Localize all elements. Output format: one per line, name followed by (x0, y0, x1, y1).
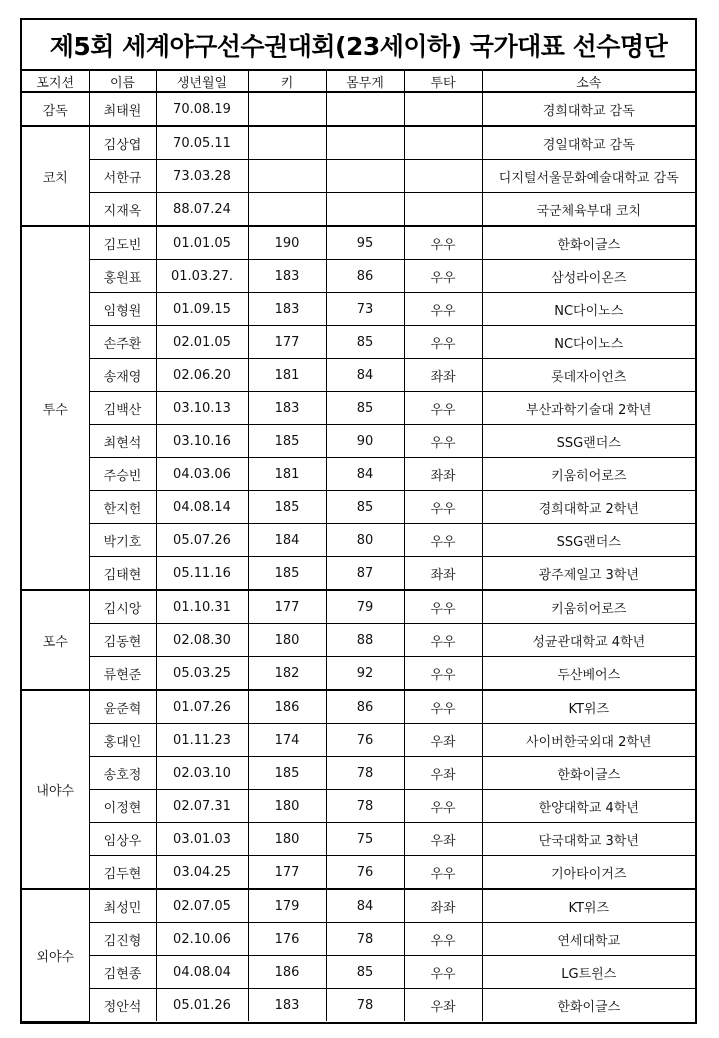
table-row (22, 790, 695, 823)
team-cell: SSG랜더스 (482, 524, 695, 557)
birthdate-cell: 01.11.23 (156, 724, 248, 757)
bat-throw-cell: 우우 (404, 392, 482, 425)
birthdate-cell: 05.11.16 (156, 557, 248, 591)
birthdate-cell: 05.07.26 (156, 524, 248, 557)
height-cell: 177 (248, 856, 326, 890)
player-name-cell: 임상우 (89, 823, 156, 856)
table-row (22, 491, 695, 524)
team-cell: 디지털서울문화예술대학교 감독 (482, 160, 695, 193)
player-name-cell: 김도빈 (89, 226, 156, 260)
weight-cell: 85 (326, 326, 404, 359)
player-name-cell: 최성민 (89, 889, 156, 923)
table-row (22, 126, 695, 160)
table-row (22, 823, 695, 856)
weight-cell: 85 (326, 392, 404, 425)
player-name-cell: 김태현 (89, 557, 156, 591)
height-cell: 181 (248, 458, 326, 491)
height-cell: 183 (248, 392, 326, 425)
height-cell (248, 160, 326, 193)
weight-cell: 85 (326, 956, 404, 989)
height-cell: 180 (248, 624, 326, 657)
player-name-cell: 류현준 (89, 657, 156, 691)
player-name-cell: 지재옥 (89, 193, 156, 227)
bat-throw-cell (404, 126, 482, 160)
height-cell: 186 (248, 690, 326, 724)
birthdate-cell: 01.01.05 (156, 226, 248, 260)
weight-cell: 78 (326, 757, 404, 790)
bat-throw-cell: 우우 (404, 260, 482, 293)
weight-cell: 85 (326, 491, 404, 524)
column-header-weight: 몸무게 (326, 71, 404, 92)
weight-cell: 75 (326, 823, 404, 856)
weight-cell: 90 (326, 425, 404, 458)
player-name-cell: 김백산 (89, 392, 156, 425)
table-row (22, 160, 695, 193)
weight-cell: 84 (326, 458, 404, 491)
table-row (22, 690, 695, 724)
height-cell: 186 (248, 956, 326, 989)
team-cell: 경희대학교 2학년 (482, 491, 695, 524)
birthdate-cell: 03.10.13 (156, 392, 248, 425)
team-cell: NC다이노스 (482, 293, 695, 326)
bat-throw-cell (404, 92, 482, 126)
table-row (22, 856, 695, 890)
bat-throw-cell: 우우 (404, 624, 482, 657)
bat-throw-cell: 좌좌 (404, 458, 482, 491)
player-name-cell: 김상엽 (89, 126, 156, 160)
bat-throw-cell: 우우 (404, 326, 482, 359)
birthdate-cell: 01.03.27. (156, 260, 248, 293)
bat-throw-cell: 좌좌 (404, 889, 482, 923)
team-cell: 키움히어로즈 (482, 590, 695, 624)
team-cell: 두산베어스 (482, 657, 695, 691)
team-cell: 사이버한국외대 2학년 (482, 724, 695, 757)
player-name-cell: 최태원 (89, 92, 156, 126)
weight-cell (326, 160, 404, 193)
weight-cell: 78 (326, 923, 404, 956)
bat-throw-cell: 우좌 (404, 823, 482, 856)
height-cell: 180 (248, 790, 326, 823)
team-cell: 국군체육부대 코치 (482, 193, 695, 227)
roster-body (22, 92, 695, 1021)
team-cell: 경일대학교 감독 (482, 126, 695, 160)
player-name-cell: 임형원 (89, 293, 156, 326)
table-row (22, 458, 695, 491)
bat-throw-cell (404, 160, 482, 193)
weight-cell: 86 (326, 260, 404, 293)
player-name-cell: 정안석 (89, 989, 156, 1022)
column-header-height: 키 (248, 71, 326, 92)
team-cell: KT위즈 (482, 889, 695, 923)
team-cell: 키움히어로즈 (482, 458, 695, 491)
table-row (22, 524, 695, 557)
player-name-cell: 손주환 (89, 326, 156, 359)
player-name-cell: 윤준혁 (89, 690, 156, 724)
birthdate-cell: 03.10.16 (156, 425, 248, 458)
birthdate-cell: 70.08.19 (156, 92, 248, 126)
weight-cell (326, 193, 404, 227)
bat-throw-cell: 좌좌 (404, 359, 482, 392)
column-header-position: 포지션 (22, 71, 89, 92)
player-name-cell: 홍대인 (89, 724, 156, 757)
height-cell: 181 (248, 359, 326, 392)
table-row (22, 359, 695, 392)
player-name-cell: 서한규 (89, 160, 156, 193)
birthdate-cell: 05.01.26 (156, 989, 248, 1022)
birthdate-cell: 02.07.31 (156, 790, 248, 823)
table-row (22, 923, 695, 956)
weight-cell: 76 (326, 724, 404, 757)
team-cell: SSG랜더스 (482, 425, 695, 458)
table-header-row (22, 71, 695, 92)
table-row (22, 590, 695, 624)
height-cell: 184 (248, 524, 326, 557)
weight-cell: 84 (326, 359, 404, 392)
bat-throw-cell: 우우 (404, 790, 482, 823)
height-cell (248, 126, 326, 160)
bat-throw-cell: 우우 (404, 293, 482, 326)
bat-throw-cell: 우좌 (404, 989, 482, 1022)
column-header-birthdate: 생년월일 (156, 71, 248, 92)
team-cell: LG트윈스 (482, 956, 695, 989)
team-cell: 롯데자이언츠 (482, 359, 695, 392)
birthdate-cell: 73.03.28 (156, 160, 248, 193)
table-row (22, 92, 695, 126)
bat-throw-cell: 우우 (404, 425, 482, 458)
roster-sheet (20, 18, 697, 1024)
player-name-cell: 김동현 (89, 624, 156, 657)
height-cell: 183 (248, 260, 326, 293)
birthdate-cell: 02.08.30 (156, 624, 248, 657)
bat-throw-cell: 우우 (404, 590, 482, 624)
birthdate-cell: 03.04.25 (156, 856, 248, 890)
column-header-team: 소속 (482, 71, 695, 92)
position-group-cell: 내야수 (22, 690, 89, 889)
team-cell: 경희대학교 감독 (482, 92, 695, 126)
player-name-cell: 김시앙 (89, 590, 156, 624)
height-cell (248, 92, 326, 126)
team-cell: 부산과학기술대 2학년 (482, 392, 695, 425)
height-cell: 180 (248, 823, 326, 856)
height-cell: 185 (248, 557, 326, 591)
bat-throw-cell: 우우 (404, 657, 482, 691)
bat-throw-cell: 좌좌 (404, 557, 482, 591)
weight-cell: 84 (326, 889, 404, 923)
roster-title: 제5회 세계야구선수권대회(23세이하) 국가대표 선수명단 (22, 20, 695, 71)
table-row (22, 757, 695, 790)
player-name-cell: 김진형 (89, 923, 156, 956)
birthdate-cell: 05.03.25 (156, 657, 248, 691)
birthdate-cell: 02.01.05 (156, 326, 248, 359)
table-row (22, 193, 695, 227)
birthdate-cell: 88.07.24 (156, 193, 248, 227)
table-row (22, 956, 695, 989)
player-name-cell: 송재영 (89, 359, 156, 392)
height-cell: 174 (248, 724, 326, 757)
player-name-cell: 홍원표 (89, 260, 156, 293)
birthdate-cell: 03.01.03 (156, 823, 248, 856)
team-cell: 한화이글스 (482, 226, 695, 260)
height-cell: 185 (248, 757, 326, 790)
birthdate-cell: 04.03.06 (156, 458, 248, 491)
weight-cell: 92 (326, 657, 404, 691)
player-name-cell: 주승빈 (89, 458, 156, 491)
column-header-name: 이름 (89, 71, 156, 92)
birthdate-cell: 02.06.20 (156, 359, 248, 392)
table-row (22, 989, 695, 1022)
table-row (22, 889, 695, 923)
height-cell: 183 (248, 989, 326, 1022)
bat-throw-cell: 우우 (404, 856, 482, 890)
height-cell (248, 193, 326, 227)
player-name-cell: 이정현 (89, 790, 156, 823)
weight-cell: 76 (326, 856, 404, 890)
birthdate-cell: 01.07.26 (156, 690, 248, 724)
birthdate-cell: 01.09.15 (156, 293, 248, 326)
table-row (22, 557, 695, 591)
weight-cell: 95 (326, 226, 404, 260)
bat-throw-cell (404, 193, 482, 227)
team-cell: KT위즈 (482, 690, 695, 724)
table-row (22, 392, 695, 425)
table-row (22, 226, 695, 260)
table-row (22, 293, 695, 326)
bat-throw-cell: 우우 (404, 923, 482, 956)
team-cell: 기아타이거즈 (482, 856, 695, 890)
team-cell: 단국대학교 3학년 (482, 823, 695, 856)
position-group-cell: 외야수 (22, 889, 89, 1021)
table-row (22, 657, 695, 691)
table-row (22, 326, 695, 359)
height-cell: 182 (248, 657, 326, 691)
team-cell: 한화이글스 (482, 757, 695, 790)
team-cell: 한화이글스 (482, 989, 695, 1022)
height-cell: 179 (248, 889, 326, 923)
player-name-cell: 한지헌 (89, 491, 156, 524)
bat-throw-cell: 우좌 (404, 757, 482, 790)
position-group-cell: 감독 (22, 92, 89, 126)
weight-cell: 79 (326, 590, 404, 624)
weight-cell (326, 92, 404, 126)
birthdate-cell: 02.07.05 (156, 889, 248, 923)
bat-throw-cell: 우우 (404, 226, 482, 260)
table-row (22, 425, 695, 458)
bat-throw-cell: 우우 (404, 956, 482, 989)
height-cell: 177 (248, 326, 326, 359)
bat-throw-cell: 우좌 (404, 724, 482, 757)
birthdate-cell: 70.05.11 (156, 126, 248, 160)
bat-throw-cell: 우우 (404, 524, 482, 557)
player-name-cell: 송호정 (89, 757, 156, 790)
team-cell: 광주제일고 3학년 (482, 557, 695, 591)
height-cell: 190 (248, 226, 326, 260)
column-header-bat-throw: 투타 (404, 71, 482, 92)
height-cell: 185 (248, 425, 326, 458)
height-cell: 185 (248, 491, 326, 524)
weight-cell: 86 (326, 690, 404, 724)
player-name-cell: 김현종 (89, 956, 156, 989)
table-row (22, 624, 695, 657)
birthdate-cell: 04.08.14 (156, 491, 248, 524)
player-name-cell: 김두현 (89, 856, 156, 890)
weight-cell: 80 (326, 524, 404, 557)
table-row (22, 260, 695, 293)
position-group-cell: 투수 (22, 226, 89, 590)
birthdate-cell: 01.10.31 (156, 590, 248, 624)
position-group-cell: 코치 (22, 126, 89, 226)
height-cell: 177 (248, 590, 326, 624)
weight-cell (326, 126, 404, 160)
player-name-cell: 박기호 (89, 524, 156, 557)
roster-table (22, 71, 695, 1022)
weight-cell: 88 (326, 624, 404, 657)
table-row (22, 724, 695, 757)
weight-cell: 78 (326, 790, 404, 823)
team-cell: 한양대학교 4학년 (482, 790, 695, 823)
height-cell: 176 (248, 923, 326, 956)
birthdate-cell: 02.10.06 (156, 923, 248, 956)
weight-cell: 78 (326, 989, 404, 1022)
birthdate-cell: 02.03.10 (156, 757, 248, 790)
weight-cell: 73 (326, 293, 404, 326)
weight-cell: 87 (326, 557, 404, 591)
player-name-cell: 최현석 (89, 425, 156, 458)
team-cell: 성균관대학교 4학년 (482, 624, 695, 657)
team-cell: 연세대학교 (482, 923, 695, 956)
height-cell: 183 (248, 293, 326, 326)
position-group-cell: 포수 (22, 590, 89, 690)
team-cell: 삼성라이온즈 (482, 260, 695, 293)
birthdate-cell: 04.08.04 (156, 956, 248, 989)
bat-throw-cell: 우우 (404, 491, 482, 524)
bat-throw-cell: 우우 (404, 690, 482, 724)
team-cell: NC다이노스 (482, 326, 695, 359)
